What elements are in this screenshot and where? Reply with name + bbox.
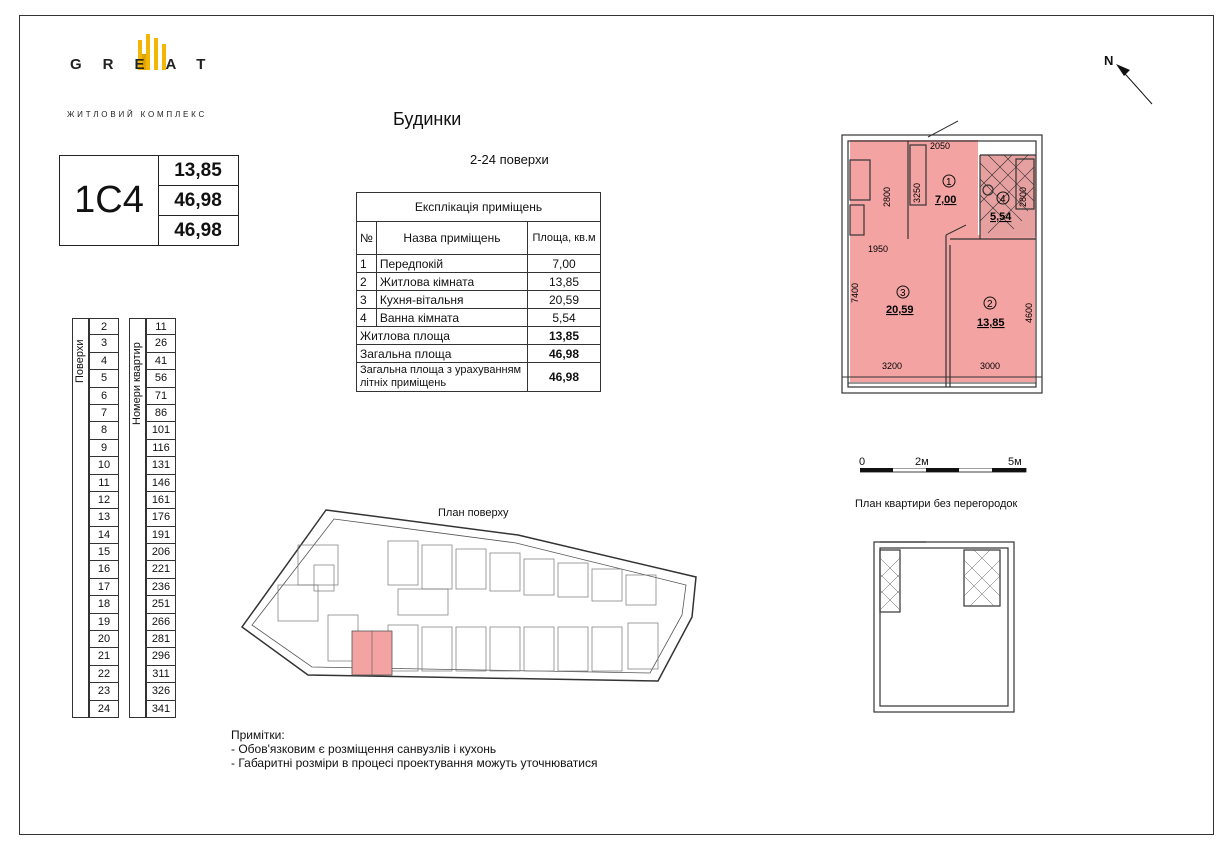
apartment-number-cell: 341 bbox=[146, 701, 176, 718]
scale-label-2: 2м bbox=[915, 456, 929, 468]
apts-label: Номери квартир bbox=[131, 342, 143, 425]
apartment-number-cell: 116 bbox=[146, 440, 176, 457]
floor-cell: 15 bbox=[89, 544, 119, 561]
apartment-plan bbox=[838, 115, 1053, 400]
no-partitions-caption: План квартири без перегородок bbox=[855, 498, 1018, 510]
floor-cell: 20 bbox=[89, 631, 119, 648]
apartments-column bbox=[146, 318, 176, 718]
floor-cell: 3 bbox=[89, 335, 119, 352]
floor-cell: 4 bbox=[89, 353, 119, 370]
apartment-code: 1С4 bbox=[60, 156, 159, 245]
apartment-number-cell: 146 bbox=[146, 475, 176, 492]
table-row: 1 Передпокій 7,00 bbox=[357, 255, 601, 273]
floor-cell: 7 bbox=[89, 405, 119, 422]
table-row: Загальна площа 46,98 bbox=[357, 345, 601, 363]
apartment-number-cell: 26 bbox=[146, 335, 176, 352]
note-item: - Габаритні розміри в процесі проектування можуть уточнюватися bbox=[231, 756, 598, 770]
apartment-number-cell: 176 bbox=[146, 509, 176, 526]
explication-table bbox=[356, 192, 601, 392]
dim-3000: 3000 bbox=[980, 361, 1001, 371]
col-name-header: Назва приміщень bbox=[376, 222, 527, 255]
explication-title: Експлікація приміщень bbox=[357, 193, 601, 222]
room-3-area: 20,59 bbox=[886, 304, 914, 316]
apartment-number-cell: 221 bbox=[146, 561, 176, 578]
room-4-area: 5,54 bbox=[990, 211, 1012, 223]
apartment-number-cell: 296 bbox=[146, 648, 176, 665]
floor-cell: 5 bbox=[89, 370, 119, 387]
floors-range: 2-24 поверхи bbox=[470, 152, 549, 167]
compass-label: N bbox=[1104, 53, 1114, 68]
dim-2800-left: 2800 bbox=[882, 186, 892, 207]
floor-cell: 12 bbox=[89, 492, 119, 509]
table-row: Житлова площа 13,85 bbox=[357, 327, 601, 345]
logo-word: GREAT bbox=[70, 56, 227, 73]
room-3-number: 3 bbox=[900, 288, 906, 299]
apartment-number-cell: 311 bbox=[146, 666, 176, 683]
scale-bar-graphic bbox=[860, 468, 1030, 474]
floors-column bbox=[89, 318, 119, 718]
apartment-number-cell: 266 bbox=[146, 614, 176, 631]
note-item: - Обов'язковим є розміщення санвузлів і кухонь bbox=[231, 742, 497, 756]
apartment-number-cell: 101 bbox=[146, 422, 176, 439]
floor-cell: 16 bbox=[89, 561, 119, 578]
col-no-header: № bbox=[357, 222, 377, 255]
dim-3250: 3250 bbox=[912, 182, 922, 203]
dim-4600: 4600 bbox=[1024, 302, 1034, 323]
floor-cell: 21 bbox=[89, 648, 119, 665]
table-row: 3 Кухня-вітальня 20,59 bbox=[357, 291, 601, 309]
north-arrow-icon bbox=[1112, 58, 1156, 108]
room-1-number: 1 bbox=[946, 177, 952, 188]
floor-cell: 2 bbox=[89, 318, 119, 335]
apartment-number-cell: 206 bbox=[146, 544, 176, 561]
floor-cell: 24 bbox=[89, 701, 119, 718]
notes-title: Примітки: bbox=[231, 728, 285, 742]
logo-subtitle: ЖИТЛОВИЙ КОМПЛЕКС bbox=[67, 110, 208, 119]
dim-1950: 1950 bbox=[868, 244, 889, 254]
floor-cell: 14 bbox=[89, 527, 119, 544]
floor-cell: 11 bbox=[89, 475, 119, 492]
apartment-total-area: 46,98 bbox=[158, 186, 238, 216]
room-4-number: 4 bbox=[1000, 194, 1006, 205]
apartment-number-cell: 326 bbox=[146, 683, 176, 700]
apartment-number-cell: 11 bbox=[146, 318, 176, 335]
floor-cell: 18 bbox=[89, 596, 119, 613]
floor-cell: 13 bbox=[89, 509, 119, 526]
apartment-code-box bbox=[59, 155, 239, 246]
floor-cell: 6 bbox=[89, 388, 119, 405]
apartment-number-cell: 161 bbox=[146, 492, 176, 509]
floor-plan-caption: План поверху bbox=[438, 507, 509, 519]
apartment-living-area: 13,85 bbox=[158, 156, 238, 186]
apartment-number-cell: 251 bbox=[146, 596, 176, 613]
room-1-area: 7,00 bbox=[935, 194, 957, 206]
plan-no-partitions bbox=[870, 530, 1020, 715]
floor-cell: 23 bbox=[89, 683, 119, 700]
floor-cell: 8 bbox=[89, 422, 119, 439]
floor-cell: 22 bbox=[89, 666, 119, 683]
room-2-number: 2 bbox=[987, 299, 993, 310]
apartment-number-cell: 236 bbox=[146, 579, 176, 596]
scale-label-0: 0 bbox=[859, 456, 866, 468]
floors-label: Поверхи bbox=[74, 339, 86, 383]
dim-3200: 3200 bbox=[882, 361, 903, 371]
dim-2050: 2050 bbox=[930, 141, 951, 151]
dim-2800-right: 2800 bbox=[1018, 186, 1028, 207]
floor-cell: 9 bbox=[89, 440, 119, 457]
floor-cell: 19 bbox=[89, 614, 119, 631]
apartment-number-cell: 41 bbox=[146, 353, 176, 370]
notes bbox=[231, 728, 597, 770]
table-row: 2 Житлова кімната 13,85 bbox=[357, 273, 601, 291]
col-area-header: Площа, кв.м bbox=[528, 222, 601, 255]
scale-label-5: 5м bbox=[1008, 456, 1022, 468]
table-row: Загальна площа з урахуванням літніх приміщень 46,98 bbox=[357, 363, 601, 392]
apartment-number-cell: 191 bbox=[146, 527, 176, 544]
floor-cell: 10 bbox=[89, 457, 119, 474]
apartment-number-cell: 131 bbox=[146, 457, 176, 474]
apartment-number-cell: 71 bbox=[146, 388, 176, 405]
dim-7400: 7400 bbox=[850, 282, 860, 303]
apartment-number-cell: 281 bbox=[146, 631, 176, 648]
buildings-title: Будинки bbox=[393, 109, 462, 129]
apartment-total-area-summer: 46,98 bbox=[174, 220, 222, 241]
room-2-area: 13,85 bbox=[977, 317, 1005, 329]
table-row: 4 Ванна кімната 5,54 bbox=[357, 309, 601, 327]
floor-cell: 17 bbox=[89, 579, 119, 596]
apartment-number-cell: 86 bbox=[146, 405, 176, 422]
floor-plan bbox=[238, 505, 708, 685]
apartment-number-cell: 56 bbox=[146, 370, 176, 387]
